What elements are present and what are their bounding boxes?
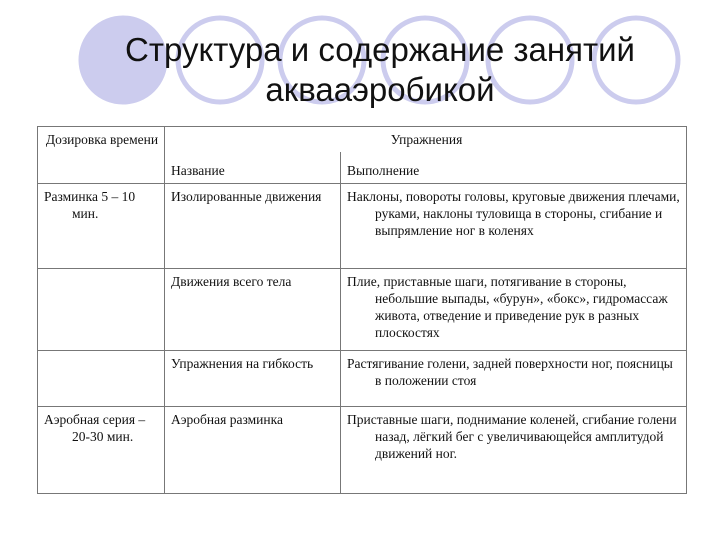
table-row	[38, 351, 687, 407]
header-execution: Выполнение	[341, 152, 687, 184]
table-row	[38, 184, 687, 269]
execution-cell: Наклоны, повороты головы, круговые движения плечами, руками, наклоны туловища в стороны, сгибание и выпрямление ног в коленях	[341, 184, 687, 269]
title-line-1: Структура и содержание занятий	[125, 31, 635, 68]
name-cell: Изолированные движения	[165, 184, 341, 269]
duration-cell: Аэробная серия – 20-30 мин.	[38, 407, 165, 494]
header-exercises: Упражнения	[165, 127, 687, 153]
table-row	[38, 407, 687, 494]
title-line-2: аквааэробикой	[265, 71, 495, 108]
execution-cell: Растягивание голени, задней поверхности ног, поясницы в положении стоя	[341, 351, 687, 407]
name-cell: Движения всего тела	[165, 269, 341, 351]
execution-cell: Приставные шаги, поднимание коленей, сгибание голени назад, лёгкий бег с увеличивающейся амплитудой движений ног.	[341, 407, 687, 494]
duration-cell: Разминка 5 – 10 мин.	[38, 184, 165, 269]
duration-cell	[38, 351, 165, 407]
exercise-table	[37, 126, 687, 494]
name-cell: Аэробная разминка	[165, 407, 341, 494]
page-title	[60, 30, 700, 110]
table-header-row	[38, 127, 687, 153]
name-cell: Упражнения на гибкость	[165, 351, 341, 407]
header-duration: Дозировка времени	[38, 127, 165, 184]
table-row	[38, 269, 687, 351]
duration-cell	[38, 269, 165, 351]
execution-cell: Плие, приставные шаги, потягивание в стороны, небольшие выпады, «бурун», «бокс», гидромассаж живота, отведение и приведение рук в разных плоскостях	[341, 269, 687, 351]
header-name: Название	[165, 152, 341, 184]
